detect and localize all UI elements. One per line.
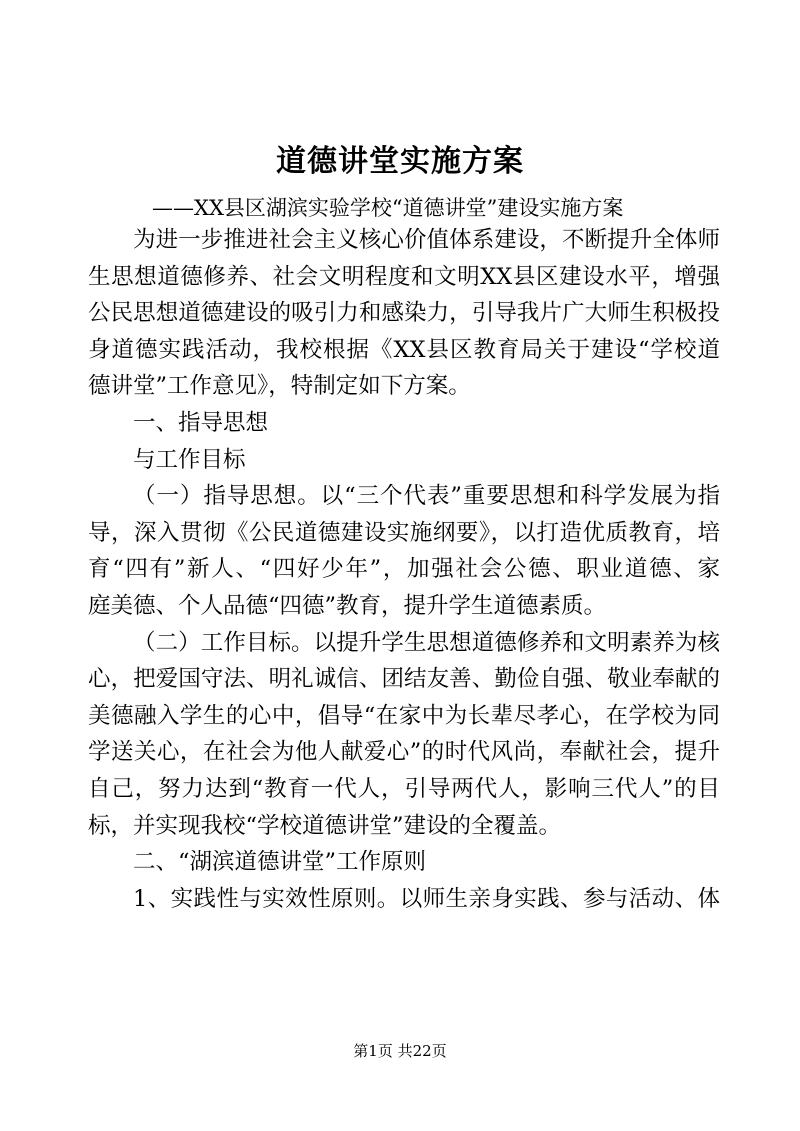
paragraph-line: （一）指导思想。以“三个代表”重要思想和科学发展为指 [133,483,720,510]
paragraph-line: 1、实践性与实效性原则。以师生亲身实践、参与活动、体 [133,885,720,912]
paragraph-line: 公民思想道德建设的吸引力和感染力，引导我片广大师生积极投 [88,300,720,327]
section-heading: 二、“湖滨道德讲堂”工作原则 [133,849,427,876]
section-heading: 一、指导思想 [133,409,269,436]
document-body [88,222,720,917]
page-indicator: 第1页 共22页 [353,1042,447,1060]
paragraph-line: 心，把爱国守法、明礼诚信、团结友善、勤俭自强、敬业奉献的 [88,666,720,693]
paragraph-line: 德讲堂”工作意见》，特制定如下方案。 [88,373,471,400]
paragraph-line: 生思想道德修养、社会文明程度和文明XX县区建设水平，增强 [88,263,720,290]
paragraph-line: 美德融入学生的心中，倡导“在家中为长辈尽孝心，在学校为同 [88,702,720,729]
paragraph-line: （二）工作目标。以提升学生思想道德修养和文明素养为核 [133,629,720,656]
paragraph-line: 庭美德、个人品德“四德”教育，提升学生道德素质。 [88,592,607,619]
paragraph-line: 为进一步推进社会主义核心价值体系建设，不断提升全体师 [133,227,720,253]
paragraph-line: 身道德实践活动，我校根据《XX县区教育局关于建设“学校道 [88,336,720,363]
section-heading-continuation: 与工作目标 [133,446,246,473]
document-subtitle: ——XX县区湖滨实验学校“道德讲堂”建设实施方案 [152,196,624,220]
paragraph-line: 标，并实现我校“学校道德讲堂”建设的全覆盖。 [88,812,562,839]
document-title: 道德讲堂实施方案 [276,144,524,179]
paragraph-line: 自己，努力达到“教育一代人，引导两代人，影响三代人”的目 [88,775,720,802]
paragraph-line: 育“四有”新人、“四好少年”，加强社会公德、职业道德、家 [88,556,720,583]
paragraph-line: 导，深入贯彻《公民道德建设实施纲要》，以打造优质教育，培 [88,519,720,546]
paragraph-line: 学送关心，在社会为他人献爱心”的时代风尚，奉献社会，提升 [88,739,720,766]
